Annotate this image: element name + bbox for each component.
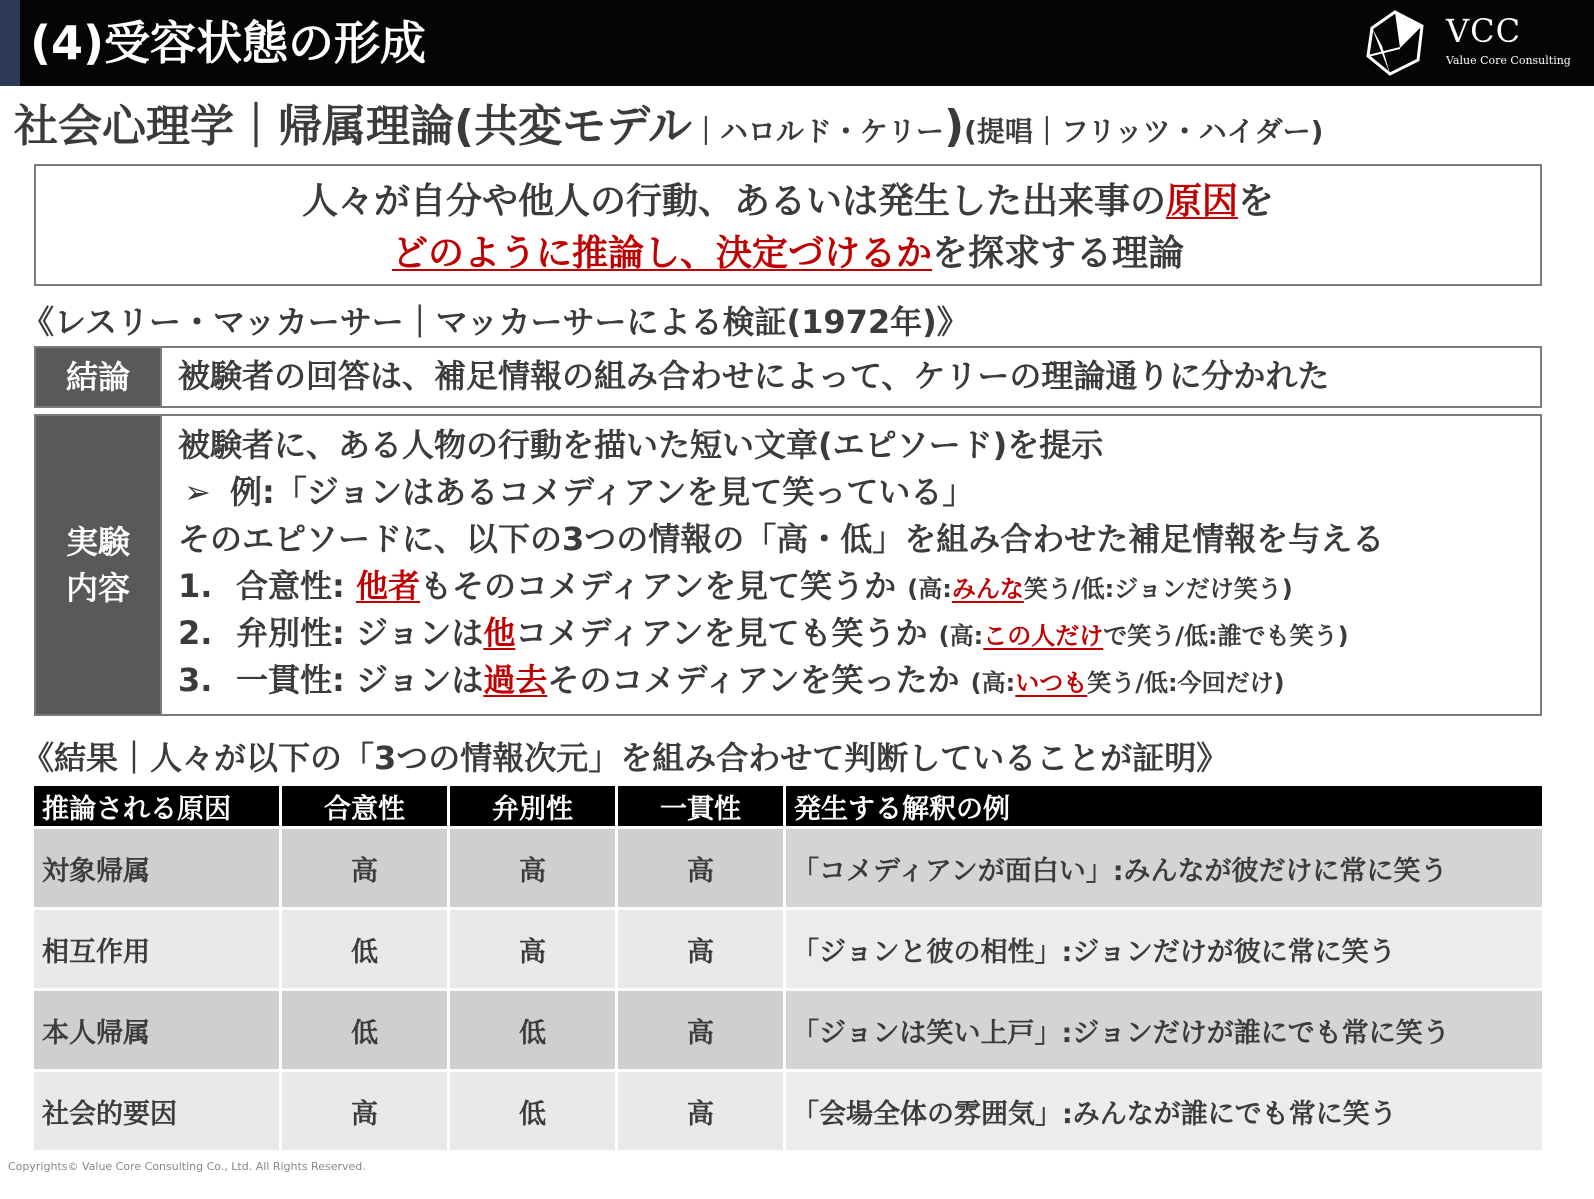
item-note — [907, 575, 1292, 603]
table-row — [34, 826, 1542, 907]
logo-text: VCC — [1446, 12, 1522, 50]
experiment-line: 被験者に、ある人物の行動を描いた短い文章(エピソード)を提示 — [178, 426, 1104, 464]
page-title: (4)受容状態の形成 — [30, 16, 427, 70]
table-row — [34, 988, 1542, 1069]
table-row — [34, 907, 1542, 988]
note-text: で笑う/低:誰でも笑う) — [1103, 622, 1349, 650]
definition-highlight: どのように推論し、決定づけるか — [391, 233, 932, 274]
table-cell: 高 — [618, 826, 786, 907]
section-header-results: 《結果｜人々が以下の「3つの情報次元」を組み合わせて判断していることが証明》 — [22, 739, 1229, 777]
item-name: 合意性: — [236, 567, 356, 605]
table-cell: 高 — [618, 907, 786, 988]
list-number: 3. — [178, 661, 213, 699]
item-text: コメディアンを見ても笑うか — [515, 614, 928, 652]
table-cell: 低 — [282, 988, 450, 1069]
table-cell: 「ジョンは笑い上戸」:ジョンだけが誰にでも常に笑う — [786, 988, 1542, 1069]
note-highlight: いつも — [1015, 669, 1088, 697]
column-header: 一貫性 — [618, 786, 786, 826]
note-text: 笑う/低:今回だけ) — [1087, 669, 1285, 697]
table-cell: 本人帰属 — [34, 988, 282, 1069]
list-number: 1. — [178, 567, 213, 605]
table-header-row — [34, 786, 1542, 826]
subtitle-main: 社会心理学｜帰属理論(共変モデル — [14, 101, 692, 152]
table-cell: 社会的要因 — [34, 1069, 282, 1150]
list-item-distinctiveness — [178, 610, 1540, 657]
definition-text: を探求する理論 — [932, 233, 1185, 274]
column-header: 推論される原因 — [34, 786, 282, 826]
definition-line-1 — [36, 176, 1540, 228]
definition-line-2 — [36, 228, 1540, 280]
table-cell: 高 — [618, 988, 786, 1069]
note-highlight: みんな — [951, 575, 1024, 603]
conclusion-label: 結論 — [34, 346, 162, 408]
item-highlight: 他者 — [355, 567, 420, 605]
item-highlight: 過去 — [483, 661, 548, 699]
item-text: ジョンは — [355, 661, 484, 699]
table-cell: 高 — [450, 907, 618, 988]
column-header: 発生する解釈の例 — [786, 786, 1542, 826]
copyright-text: Copyrights© Value Core Consulting Co., Ltd. All Rights Reserved. — [8, 1160, 366, 1173]
subtitle-proposer: (提唱｜フリッツ・ハイダー) — [964, 115, 1324, 148]
table-cell: 「ジョンと彼の相性」:ジョンだけが彼に常に笑う — [786, 907, 1542, 988]
table-cell: 相互作用 — [34, 907, 282, 988]
column-header: 弁別性 — [450, 786, 618, 826]
experiment-example — [178, 469, 1540, 516]
definition-box — [34, 164, 1542, 286]
definition-text: 人々が自分や他人の行動、あるいは発生した出来事の — [301, 181, 1166, 222]
list-item-consensus — [178, 563, 1540, 610]
note-text: (高: — [938, 622, 984, 650]
item-text: もそのコメディアンを見て笑うか — [419, 567, 897, 605]
item-highlight: 他 — [483, 614, 516, 652]
definition-text: を — [1238, 181, 1275, 222]
table-cell: 「会場全体の雰囲気」:みんなが誰にでも常に笑う — [786, 1069, 1542, 1150]
conclusion-content — [160, 346, 1542, 408]
table-cell: 低 — [450, 988, 618, 1069]
subtitle-person: ｜ハロルド・ケリー — [691, 115, 944, 148]
definition-highlight: 原因 — [1165, 181, 1238, 222]
table-cell: 低 — [282, 907, 450, 988]
example-text: 例:「ジョンはあるコメディアンを見て笑っている」 — [230, 473, 975, 511]
note-highlight: この人だけ — [983, 622, 1104, 650]
vcc-logo — [1360, 6, 1570, 80]
results-table — [34, 786, 1542, 1150]
item-note — [939, 622, 1349, 650]
experiment-label-line1: 実験 — [65, 523, 130, 561]
table-cell: 低 — [450, 1069, 618, 1150]
experiment-line: そのエピソードに、以下の3つの情報の「高・低」を組み合わせた補足情報を与える — [178, 520, 1385, 558]
note-text: (高: — [907, 575, 952, 603]
item-text: ジョンは — [355, 614, 484, 652]
item-text: そのコメディアンを笑ったか — [547, 661, 960, 699]
experiment-content — [160, 414, 1542, 716]
table-cell: 「コメディアンが面白い」:みんなが彼だけに常に笑う — [786, 826, 1542, 907]
experiment-label-line2: 内容 — [65, 569, 130, 607]
table-cell: 高 — [450, 826, 618, 907]
header-accent — [0, 0, 20, 86]
subtitle — [14, 94, 1323, 160]
conclusion-text: 被験者の回答は、補足情報の組み合わせによって、ケリーの理論通りに分かれた — [178, 357, 1330, 395]
note-text: (高: — [970, 669, 1016, 697]
arrow-bullet-icon: ➢ — [184, 473, 211, 511]
list-number: 2. — [178, 614, 213, 652]
subtitle-close: ) — [943, 101, 965, 152]
table-row — [34, 1069, 1542, 1150]
logo-subtext: Value Core Consulting — [1446, 54, 1571, 67]
table-cell: 高 — [282, 826, 450, 907]
column-header: 合意性 — [282, 786, 450, 826]
section-header-verification: 《レスリー・マッカーサー｜マッカーサーによる検証(1972年)》 — [22, 303, 969, 341]
note-text: 笑う/低:ジョンだけ笑う) — [1023, 575, 1293, 603]
table-cell: 高 — [282, 1069, 450, 1150]
list-item-consistency — [178, 657, 1540, 704]
table-cell: 高 — [618, 1069, 786, 1150]
experiment-label — [34, 414, 162, 716]
vcc-logo-icon — [1360, 8, 1430, 78]
item-note — [971, 669, 1285, 697]
table-cell: 対象帰属 — [34, 826, 282, 907]
item-name: 一貫性: — [236, 661, 356, 699]
item-name: 弁別性: — [236, 614, 356, 652]
